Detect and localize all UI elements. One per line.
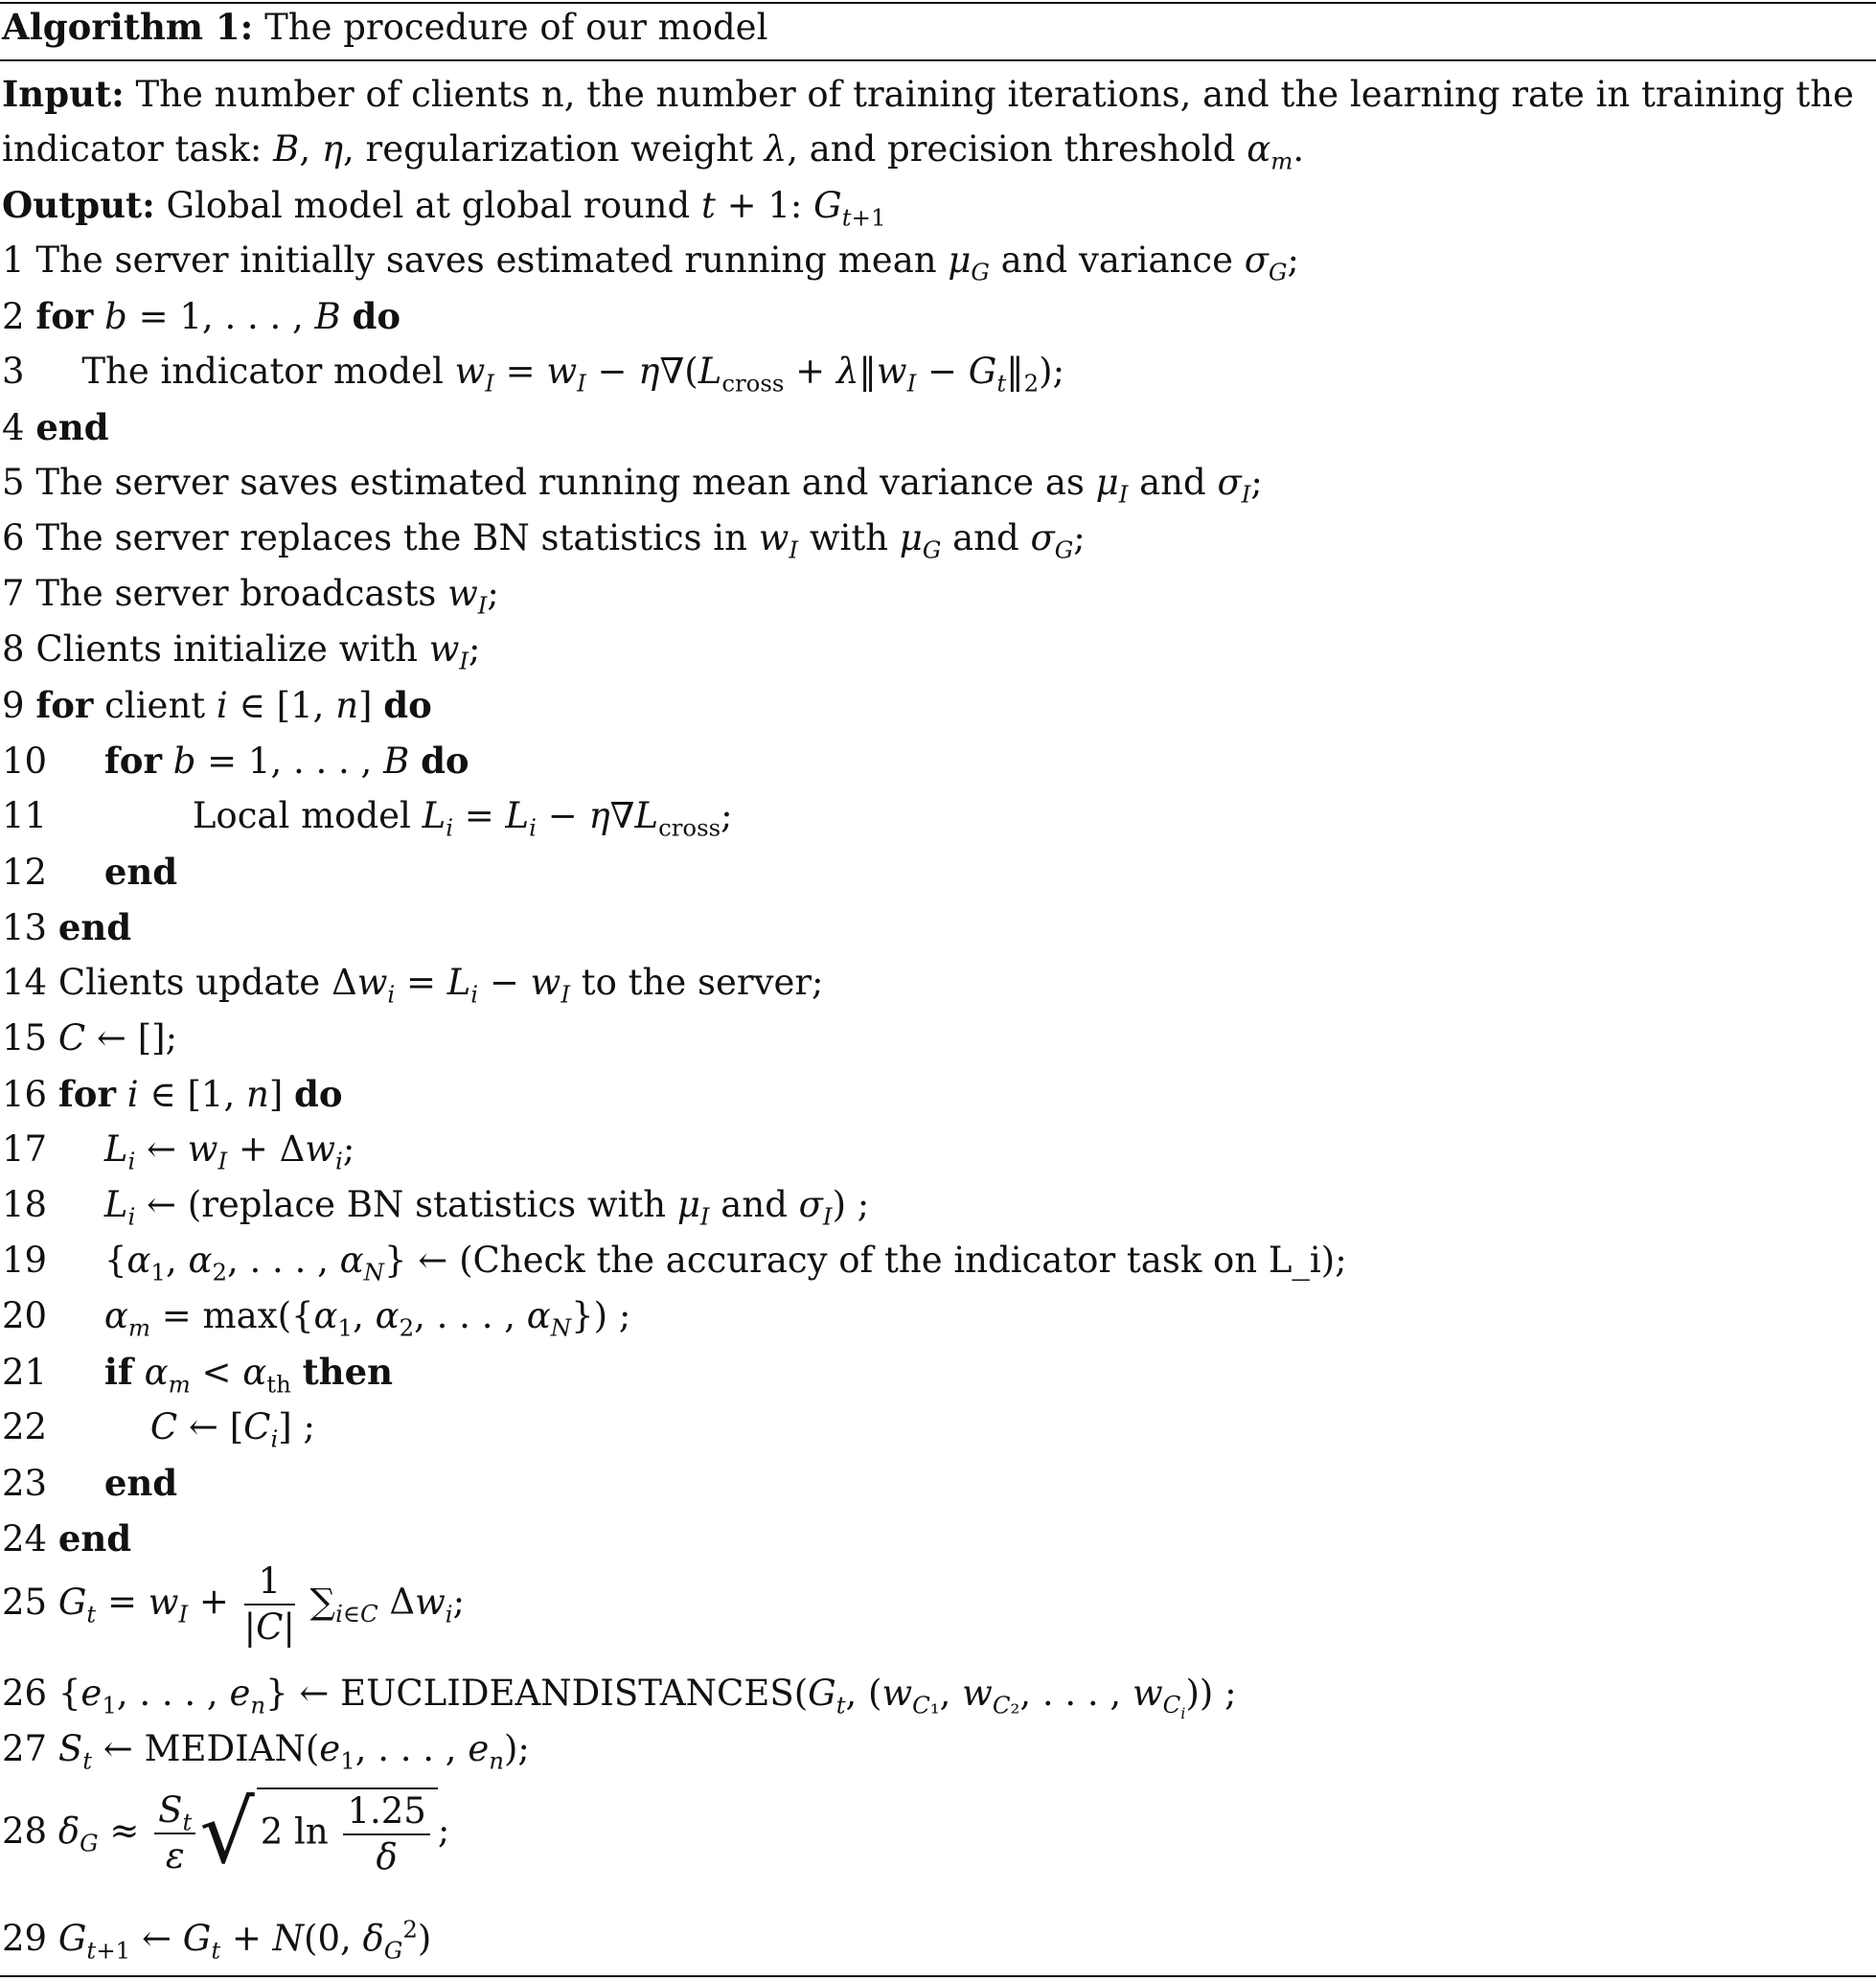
step-14: 14 Clients update $\Delta w_i = L_i - w_I$ to the server; [2, 962, 824, 1009]
step-22: 22 C ← $[C_i]$ ; [2, 1406, 315, 1453]
algorithm-label: Algorithm 1: [2, 6, 254, 48]
step-26: 26 {$e_1$, . . . , $e_n$} ← $EUCLIDEANDISTANCES(G_t$, ($w_{C_1}$, $w_{C_2}$, . . . , $w_{C_i}$)) ; [2, 1673, 1237, 1723]
input-line-1 [2, 73, 1854, 116]
input-text-1: The number of clients n, the number of training iterations, and the learning rate in training the [135, 74, 1854, 115]
output-label: Output: [2, 184, 155, 226]
step-20: 20 $\alpha_m = \max(\{\alpha_1$, $\alpha_2$, . . . , $\alpha_N$}) ; [2, 1295, 631, 1342]
step-23: 23 end [2, 1462, 178, 1504]
bottom-rule [0, 1975, 1876, 1977]
step-5: 5 The server saves estimated running mean and variance as $\mu_I$ and $\sigma_I$; [2, 462, 1263, 509]
step-13: 13 end [2, 906, 132, 948]
output-line: Output: Global model at global round t + 1: $G_{t+1}$ [2, 184, 886, 232]
top-rule [0, 2, 1876, 4]
algorithm-header [2, 6, 767, 49]
step-6: 6 The server replaces the BN statistics in $w_I$ with $\mu_G$ and $\sigma_G$; [2, 517, 1086, 564]
input-label: Input: [2, 73, 125, 115]
step-28: 28 $\delta_G$ ≈ $\frac{S_t}{\varepsilon}$ √ 2 ln $\frac{1.25}{\delta}$ ; [2, 1783, 450, 1883]
step-17: 17 $L_i$ ← $w_I + \Delta w_i$; [2, 1128, 355, 1175]
sqrt-term: 2 ln $\frac{1.25}{\delta}$ [257, 1787, 438, 1879]
step-15: 15 C ← []; [2, 1017, 178, 1059]
step-16: 16 for i ∈ [1, n] do [2, 1073, 343, 1115]
fraction-st-over-eps: $\frac{S_t}{\varepsilon}$ [154, 1788, 195, 1879]
step-10: 10 for b = 1, . . . , B do [2, 740, 469, 782]
step-29: 29 $G_{t+1}$ ← $G_t + N(0$, $\delta_G^2$) [2, 1915, 432, 1965]
step-4: 4 end [2, 406, 109, 448]
step-9: 9 for client i ∈ [1, n] do [2, 684, 432, 726]
step-11: 11 Local model $L_i = L_i - \eta\nabla L_{cross}$; [2, 795, 733, 842]
step-18: 18 $L_i$ ← (replace BN statistics with $\mu_I$ and $\sigma_I$) ; [2, 1184, 870, 1231]
step-8: 8 Clients initialize with $w_I$; [2, 628, 481, 675]
fraction-1-over-C: $\frac{1}{|C|}$ [243, 1560, 295, 1648]
step-1: 1 The server initially saves estimated running mean $\mu_G$ and variance $\sigma_G$; [2, 239, 1299, 286]
step-21: 21 if $\alpha_m < \alpha_{th}$ then [2, 1351, 394, 1399]
step-12: 12 end [2, 851, 178, 893]
step-24: 24 end [2, 1517, 132, 1560]
step-3: 3 The indicator model $w_I = w_I - \eta\nabla(L_{cross}$ + $\lambda‖w_I$ − $G_t‖_2$); [2, 351, 1065, 398]
step-25: 25 $G_t = w_I$ + $\frac{1}{|C|}$ $\sum_{i\in C}$ $\Delta w_i$; [2, 1560, 466, 1648]
step-7: 7 The server broadcasts $w_I$; [2, 573, 499, 620]
step-19: 19 {$\alpha_1$, $\alpha_2$, . . . , $\alpha_N$} ← (Check the accuracy of the indicator task on L_i); [2, 1240, 1347, 1287]
step-2: 2 for b = 1, . . . , B do [2, 295, 401, 337]
algorithm-title: The procedure of our model [264, 7, 768, 48]
step-27: 27 $S_t$ ← $MEDIAN(e_1$, . . . , $e_n$); [2, 1728, 530, 1775]
header-rule [0, 59, 1876, 61]
input-line-2: indicator task: B, η, regularization weight λ, and precision threshold $\alpha_m$. [2, 128, 1305, 175]
